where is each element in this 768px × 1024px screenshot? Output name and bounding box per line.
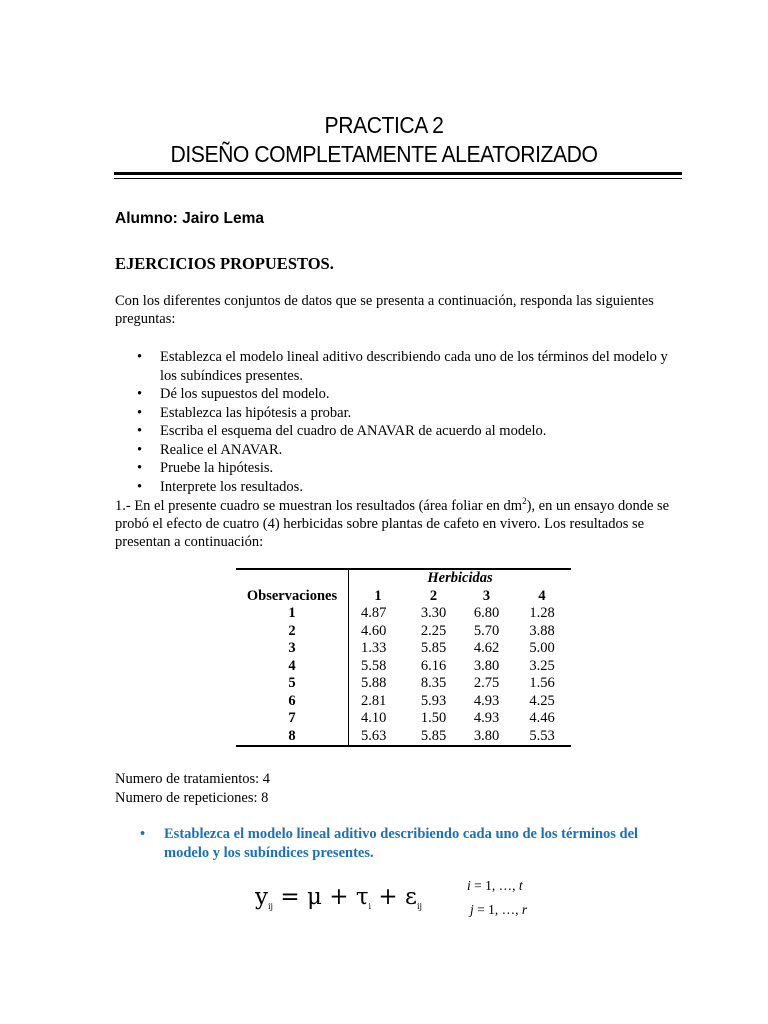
table-cell-obs: 3 bbox=[236, 640, 349, 658]
table-column-header: 3 bbox=[482, 587, 491, 604]
num-repetitions: Numero de repeticiones: 8 bbox=[115, 790, 269, 806]
question-list bbox=[115, 348, 683, 496]
table-row bbox=[236, 605, 571, 623]
list-item: • Escriba el esquema del cuadro de ANAVAR de acuerdo al modelo. bbox=[137, 423, 547, 439]
model-question-text: Establezca el modelo lineal aditivo describiendo cada uno de los términos del modelo y los subíndices presentes. bbox=[164, 826, 639, 861]
bullet-icon: • bbox=[137, 386, 143, 402]
table-cell-obs: 8 bbox=[236, 728, 349, 747]
table-cell-obs: 2 bbox=[236, 623, 349, 641]
table-cell: 5.70 bbox=[473, 622, 500, 639]
table-cell: 1.56 bbox=[529, 675, 555, 691]
table-cell: 6.80 bbox=[473, 605, 500, 621]
page-title-line2: DISEÑO COMPLETAMENTE ALEATORIZADO bbox=[170, 141, 598, 167]
table-cell: 5.85 bbox=[420, 640, 447, 656]
list-item: • Realice el ANAVAR. bbox=[137, 441, 283, 458]
table-column-header: 4 bbox=[538, 587, 546, 604]
table-header-row bbox=[236, 588, 571, 606]
num-treatments: Numero de tratamientos: 4 bbox=[115, 771, 271, 787]
table-cell: 4.93 bbox=[473, 692, 500, 709]
index-j-range: j = 1, …, r bbox=[470, 902, 528, 917]
table-row bbox=[236, 693, 571, 711]
table-row bbox=[236, 675, 571, 693]
table-cell: 3.88 bbox=[529, 622, 555, 639]
table-cell: 2.25 bbox=[420, 622, 447, 639]
table-group-header-row bbox=[236, 569, 571, 588]
table-cell: 2.81 bbox=[361, 692, 387, 709]
table-cell: 4.10 bbox=[361, 710, 387, 726]
table-cell: 4.87 bbox=[361, 605, 387, 621]
table-cell: 6.16 bbox=[420, 657, 447, 674]
table-column-header: 1 bbox=[374, 587, 382, 604]
table-cell: 5.53 bbox=[513, 728, 571, 747]
linear-model-formula: $y_{ij} = \mu + \tau_i + \varepsilon_{ij}$ bbox=[255, 884, 422, 911]
list-item: • Dé los supuestos del modelo. bbox=[137, 386, 330, 402]
table-cell: 5.85 bbox=[407, 728, 460, 747]
table-cell-obs: 4 bbox=[236, 658, 349, 676]
table-cell-obs: 5 bbox=[236, 675, 349, 693]
model-question-bullet bbox=[140, 825, 685, 862]
list-item: • Pruebe la hipótesis. bbox=[137, 460, 274, 476]
table-cell: 5.00 bbox=[529, 640, 555, 656]
list-item: • Establezca las hipótesis a probar. bbox=[137, 404, 352, 421]
table-cell-obs: 1 bbox=[236, 605, 349, 623]
table-cell: 2.75 bbox=[473, 675, 500, 691]
table-cell: 4.46 bbox=[529, 710, 555, 726]
table-cell: 5.93 bbox=[420, 692, 447, 709]
table-cell: 3.25 bbox=[529, 657, 555, 674]
table-row bbox=[236, 640, 571, 658]
student-name: Alumno: Jairo Lema bbox=[115, 210, 264, 227]
table-cell: 5.88 bbox=[361, 675, 387, 691]
table-cell: 1.50 bbox=[420, 710, 447, 726]
table-column-header: 2 bbox=[429, 587, 438, 604]
table-cell: 1.28 bbox=[529, 605, 555, 621]
table-cell: 8.35 bbox=[420, 675, 447, 691]
table-cell: 4.25 bbox=[529, 692, 555, 709]
bullet-icon: • bbox=[137, 423, 143, 439]
table-cell: 4.93 bbox=[473, 710, 500, 726]
intro-paragraph: Con los diferentes conjuntos de datos que se presenta a continuación, responda las siguientes preguntas: bbox=[115, 293, 654, 327]
list-item: • Interprete los resultados. bbox=[137, 478, 303, 495]
list-item: • Establezca el modelo lineal aditivo describiendo cada uno de los términos del modelo y los subíndices presentes. bbox=[137, 349, 668, 384]
bullet-icon: • bbox=[137, 460, 143, 476]
table-cell: 1.33 bbox=[361, 640, 387, 656]
table-row bbox=[236, 623, 571, 641]
table-row bbox=[236, 658, 571, 676]
section-heading: EJERCICIOS PROPUESTOS. bbox=[115, 254, 334, 273]
table-cell-obs: 6 bbox=[236, 693, 349, 711]
title-rule-thick bbox=[114, 172, 682, 175]
table-row bbox=[236, 728, 571, 747]
bullet-icon: • bbox=[137, 404, 143, 421]
table-row bbox=[236, 710, 571, 728]
table-group-header: Herbicidas bbox=[349, 569, 572, 588]
table-cell: 3.80 bbox=[460, 728, 513, 747]
title-rule-thin bbox=[114, 178, 682, 179]
bullet-icon: • bbox=[137, 478, 143, 495]
table-cell: 3.30 bbox=[420, 605, 447, 621]
bullet-icon: • bbox=[137, 349, 143, 365]
table-cell-obs: 7 bbox=[236, 710, 349, 728]
bullet-icon: • bbox=[140, 826, 146, 842]
index-i-range: i = 1, …, t bbox=[467, 878, 523, 893]
table-cell: 3.80 bbox=[473, 657, 500, 674]
table-row-header: Observaciones bbox=[236, 588, 349, 606]
exercise-1-text: 1.- En el presente cuadro se muestran los resultados (área foliar en $dm^2$), en un ensayo donde se probó el efecto de cuatro (4) herbicidas sobre plantas de cafeto en vivero. Los resultados se presentan a continuación: bbox=[115, 496, 670, 550]
herbicide-data-table bbox=[236, 568, 571, 747]
table-cell: 4.60 bbox=[361, 622, 387, 639]
bullet-icon: • bbox=[137, 441, 143, 458]
page-title-line1: PRACTICA 2 bbox=[324, 112, 444, 138]
table-cell: 4.62 bbox=[473, 640, 500, 656]
table-cell: 5.63 bbox=[349, 728, 408, 747]
table-cell: 5.58 bbox=[361, 657, 387, 674]
